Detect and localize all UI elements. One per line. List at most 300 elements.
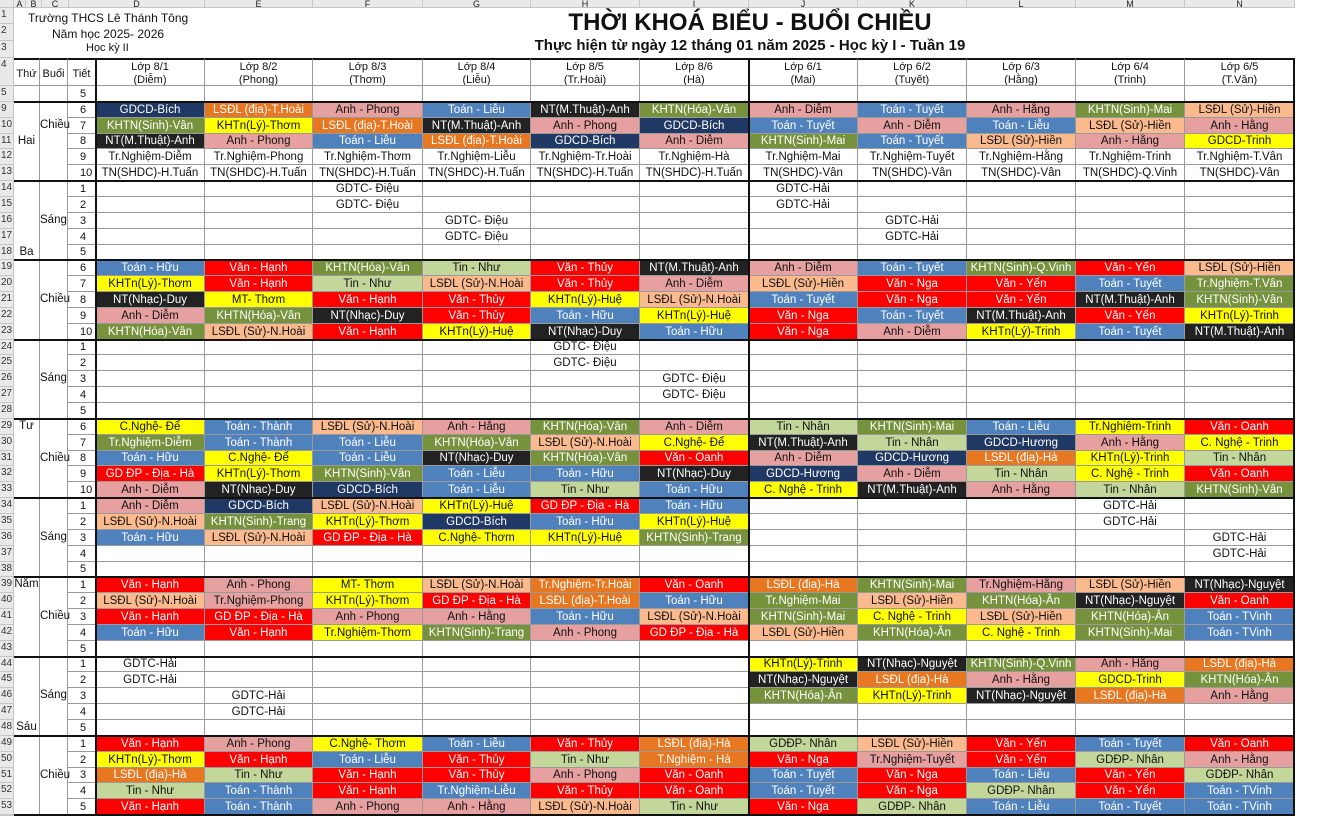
schedule-cell[interactable] bbox=[313, 672, 423, 688]
schedule-cell[interactable]: GDTC-Hải bbox=[96, 672, 205, 688]
schedule-cell[interactable] bbox=[96, 562, 205, 577]
schedule-cell[interactable]: Anh - Phong bbox=[313, 799, 423, 815]
schedule-cell[interactable] bbox=[967, 86, 1076, 102]
schedule-cell[interactable]: Anh - Hằng bbox=[1185, 688, 1295, 704]
schedule-cell[interactable]: LSĐL (địa)-Hà bbox=[96, 768, 205, 783]
schedule-cell[interactable] bbox=[423, 197, 531, 213]
schedule-cell[interactable]: KHTN(Hóa)-Vân bbox=[640, 102, 749, 118]
schedule-cell[interactable] bbox=[423, 546, 531, 562]
schedule-cell[interactable]: Văn - Hạnh bbox=[205, 260, 313, 276]
schedule-cell[interactable]: Anh - Diễm bbox=[858, 324, 967, 340]
schedule-cell[interactable]: Toán - TVinh bbox=[1185, 609, 1295, 625]
schedule-cell[interactable] bbox=[749, 229, 858, 245]
schedule-cell[interactable] bbox=[313, 546, 423, 562]
schedule-cell[interactable] bbox=[858, 562, 967, 577]
schedule-cell[interactable]: Tr.Nghiệm-Mai bbox=[749, 149, 858, 165]
schedule-cell[interactable]: Toán - Liễu bbox=[423, 736, 531, 752]
schedule-cell[interactable] bbox=[640, 213, 749, 229]
schedule-cell[interactable] bbox=[1185, 181, 1295, 197]
schedule-cell[interactable]: Toán - Hữu bbox=[531, 609, 640, 625]
schedule-cell[interactable]: TN(SHDC)-Vân bbox=[967, 165, 1076, 181]
row-number[interactable]: 29 bbox=[0, 419, 14, 435]
schedule-cell[interactable]: Tr.Nghiệm-Tuyết bbox=[858, 752, 967, 768]
schedule-cell[interactable] bbox=[1185, 197, 1295, 213]
schedule-cell[interactable] bbox=[1076, 197, 1185, 213]
column-header-n[interactable]: N bbox=[1185, 0, 1295, 8]
schedule-cell[interactable]: LSĐL (Sử)-Hiền bbox=[967, 134, 1076, 149]
schedule-cell[interactable] bbox=[423, 86, 531, 102]
schedule-cell[interactable] bbox=[1076, 355, 1185, 371]
schedule-cell[interactable]: Anh - Phong bbox=[531, 625, 640, 641]
schedule-cell[interactable]: NT(Nhạc)-Duy bbox=[313, 308, 423, 324]
schedule-cell[interactable]: KHTN(Sinh)-Q.Vinh bbox=[967, 260, 1076, 276]
schedule-cell[interactable]: TN(SHDC)-H.Tuấn bbox=[96, 165, 205, 181]
schedule-cell[interactable]: Toán - Tuyết bbox=[1076, 276, 1185, 292]
schedule-cell[interactable] bbox=[205, 720, 313, 736]
schedule-cell[interactable]: KHTN(Hóa)-Ân bbox=[967, 593, 1076, 609]
schedule-cell[interactable] bbox=[967, 371, 1076, 387]
schedule-cell[interactable]: NT(Nhạc)-Nguyệt bbox=[1076, 593, 1185, 609]
schedule-cell[interactable]: Văn - Oanh bbox=[1185, 736, 1295, 752]
schedule-cell[interactable]: Tr.Nghiệm-Diễm bbox=[96, 435, 205, 451]
schedule-cell[interactable]: Toán - Liễu bbox=[313, 752, 423, 768]
schedule-cell[interactable] bbox=[640, 546, 749, 562]
schedule-cell[interactable]: GDTC-Hải bbox=[858, 213, 967, 229]
schedule-cell[interactable] bbox=[640, 340, 749, 355]
schedule-cell[interactable] bbox=[640, 229, 749, 245]
row-number[interactable]: 32 bbox=[0, 466, 14, 482]
schedule-cell[interactable]: KHTn(Lý)-Thơm bbox=[96, 276, 205, 292]
schedule-cell[interactable]: KHTN(Hóa)-Ân bbox=[1076, 609, 1185, 625]
schedule-cell[interactable] bbox=[1076, 720, 1185, 736]
schedule-cell[interactable]: Toán - Liễu bbox=[313, 435, 423, 451]
schedule-cell[interactable]: Văn - Oanh bbox=[1185, 593, 1295, 609]
row-number[interactable]: 46 bbox=[0, 688, 14, 704]
schedule-cell[interactable] bbox=[1076, 387, 1185, 403]
schedule-cell[interactable]: NT(M.Thuật)-Anh bbox=[423, 118, 531, 134]
schedule-cell[interactable]: GDTC-Hải bbox=[96, 657, 205, 672]
schedule-cell[interactable]: Văn - Nga bbox=[858, 292, 967, 308]
schedule-cell[interactable]: KHTN(Hóa)-Vân bbox=[423, 435, 531, 451]
schedule-cell[interactable]: LSĐL (địa)-T.Hoài bbox=[205, 102, 313, 118]
row-number[interactable]: 30 bbox=[0, 435, 14, 451]
schedule-cell[interactable]: KHTN(Sinh)-Vân bbox=[313, 466, 423, 482]
schedule-cell[interactable]: Văn - Hạnh bbox=[313, 768, 423, 783]
schedule-cell[interactable] bbox=[967, 197, 1076, 213]
schedule-cell[interactable]: GDĐP- Nhân bbox=[1076, 752, 1185, 768]
schedule-cell[interactable] bbox=[205, 181, 313, 197]
schedule-cell[interactable] bbox=[967, 181, 1076, 197]
schedule-cell[interactable]: GDTC- Điệu bbox=[640, 387, 749, 403]
schedule-cell[interactable]: Văn - Yến bbox=[1076, 260, 1185, 276]
schedule-cell[interactable]: Tin - Như bbox=[531, 752, 640, 768]
schedule-cell[interactable] bbox=[1076, 213, 1185, 229]
schedule-cell[interactable] bbox=[313, 371, 423, 387]
schedule-cell[interactable]: KHTn(Lý)-Thơm bbox=[96, 752, 205, 768]
schedule-cell[interactable] bbox=[749, 720, 858, 736]
schedule-cell[interactable]: GDTC- Điệu bbox=[313, 181, 423, 197]
schedule-cell[interactable] bbox=[96, 387, 205, 403]
schedule-cell[interactable] bbox=[640, 86, 749, 102]
schedule-cell[interactable]: GD ĐP - Địa - Hà bbox=[640, 625, 749, 641]
schedule-cell[interactable] bbox=[96, 181, 205, 197]
schedule-cell[interactable] bbox=[640, 672, 749, 688]
schedule-cell[interactable] bbox=[96, 641, 205, 657]
row-number[interactable]: 39 bbox=[0, 577, 14, 593]
schedule-cell[interactable]: Văn - Thủy bbox=[531, 276, 640, 292]
schedule-cell[interactable]: TN(SHDC)-H.Tuấn bbox=[205, 165, 313, 181]
schedule-cell[interactable] bbox=[749, 641, 858, 657]
schedule-cell[interactable]: Tr.Nghiệm-Trinh bbox=[1076, 149, 1185, 165]
schedule-cell[interactable]: NT(M.Thuật)-Anh bbox=[1185, 324, 1295, 340]
schedule-cell[interactable]: Tin - Nhân bbox=[749, 419, 858, 435]
row-number[interactable]: 23 bbox=[0, 324, 14, 340]
schedule-cell[interactable]: Toán - Thành bbox=[205, 435, 313, 451]
schedule-cell[interactable] bbox=[1185, 387, 1295, 403]
schedule-cell[interactable]: NT(Nhạc)-Nguyệt bbox=[749, 672, 858, 688]
schedule-cell[interactable]: GDCD-Bích bbox=[313, 482, 423, 498]
schedule-cell[interactable]: C. Nghệ - Trinh bbox=[1185, 435, 1295, 451]
schedule-cell[interactable]: Toán - Liễu bbox=[423, 466, 531, 482]
schedule-cell[interactable]: Anh - Diễm bbox=[749, 260, 858, 276]
schedule-cell[interactable] bbox=[423, 657, 531, 672]
schedule-cell[interactable] bbox=[313, 355, 423, 371]
schedule-cell[interactable]: Toán - TVinh bbox=[1185, 799, 1295, 815]
schedule-cell[interactable] bbox=[423, 181, 531, 197]
schedule-cell[interactable]: C.Nghệ- Thơm bbox=[313, 736, 423, 752]
schedule-cell[interactable] bbox=[1185, 213, 1295, 229]
schedule-cell[interactable]: KHTN(Sinh)-Vân bbox=[96, 118, 205, 134]
schedule-cell[interactable] bbox=[749, 371, 858, 387]
schedule-cell[interactable]: C. Nghệ - Trinh bbox=[749, 482, 858, 498]
schedule-cell[interactable]: LSĐL (Sử)-Hiền bbox=[967, 609, 1076, 625]
schedule-cell[interactable] bbox=[1185, 704, 1295, 720]
schedule-cell[interactable]: Văn - Thủy bbox=[531, 783, 640, 799]
column-header-m[interactable]: M bbox=[1076, 0, 1185, 8]
schedule-cell[interactable] bbox=[531, 371, 640, 387]
schedule-cell[interactable] bbox=[313, 340, 423, 355]
schedule-cell[interactable]: Toán - Tuyết bbox=[858, 308, 967, 324]
schedule-cell[interactable]: Tin - Như bbox=[640, 799, 749, 815]
schedule-cell[interactable]: LSĐL (Sử)-Hiền bbox=[858, 736, 967, 752]
schedule-cell[interactable]: KHTN(Hóa)-Vân bbox=[313, 260, 423, 276]
schedule-cell[interactable]: Tr.Nghiệm-Hằng bbox=[967, 149, 1076, 165]
schedule-cell[interactable] bbox=[858, 720, 967, 736]
schedule-cell[interactable] bbox=[967, 387, 1076, 403]
schedule-cell[interactable]: Toán - Tuyết bbox=[858, 102, 967, 118]
schedule-cell[interactable]: GDTC-Hải bbox=[858, 229, 967, 245]
schedule-cell[interactable] bbox=[967, 213, 1076, 229]
schedule-cell[interactable] bbox=[858, 340, 967, 355]
schedule-cell[interactable]: Văn - Nga bbox=[749, 752, 858, 768]
schedule-cell[interactable] bbox=[205, 340, 313, 355]
schedule-cell[interactable] bbox=[205, 213, 313, 229]
row-number[interactable]: 20 bbox=[0, 276, 14, 292]
schedule-cell[interactable]: Toán - Hữu bbox=[531, 466, 640, 482]
schedule-cell[interactable] bbox=[749, 704, 858, 720]
schedule-cell[interactable]: C.Nghệ- Thơm bbox=[423, 530, 531, 546]
schedule-cell[interactable] bbox=[313, 704, 423, 720]
schedule-cell[interactable]: KHTN(Sinh)-Trang bbox=[205, 514, 313, 530]
schedule-cell[interactable]: C. Nghệ - Trinh bbox=[967, 625, 1076, 641]
schedule-cell[interactable]: GDTC-Hải bbox=[205, 688, 313, 704]
schedule-cell[interactable]: Văn - Oanh bbox=[640, 783, 749, 799]
schedule-cell[interactable]: GDCD-Hương bbox=[858, 451, 967, 466]
schedule-cell[interactable]: LSĐL (Sử)-Hiền bbox=[749, 625, 858, 641]
schedule-cell[interactable]: Tr.Nghiệm-Liễu bbox=[423, 783, 531, 799]
schedule-cell[interactable]: Văn - Hạnh bbox=[205, 625, 313, 641]
schedule-cell[interactable] bbox=[858, 704, 967, 720]
schedule-cell[interactable] bbox=[423, 562, 531, 577]
row-number[interactable]: 26 bbox=[0, 371, 14, 387]
schedule-cell[interactable] bbox=[640, 355, 749, 371]
schedule-cell[interactable]: GDCD-Trinh bbox=[1185, 134, 1295, 149]
schedule-cell[interactable] bbox=[531, 387, 640, 403]
schedule-cell[interactable]: GDTC-Hải bbox=[1185, 530, 1295, 546]
schedule-cell[interactable] bbox=[749, 498, 858, 514]
schedule-cell[interactable]: Tr.Nghiệm-Tuyết bbox=[858, 149, 967, 165]
schedule-cell[interactable]: Văn - Yến bbox=[967, 292, 1076, 308]
schedule-cell[interactable]: Tr.Nghiệm-Hà bbox=[640, 149, 749, 165]
schedule-cell[interactable] bbox=[749, 86, 858, 102]
schedule-cell[interactable]: Tr.Nghiệm-Liễu bbox=[423, 149, 531, 165]
schedule-cell[interactable] bbox=[531, 657, 640, 672]
schedule-cell[interactable] bbox=[749, 514, 858, 530]
schedule-cell[interactable]: Văn - Hạnh bbox=[96, 799, 205, 815]
schedule-cell[interactable] bbox=[967, 546, 1076, 562]
schedule-cell[interactable] bbox=[967, 720, 1076, 736]
schedule-cell[interactable]: LSĐL (Sử)-Hiền bbox=[1076, 118, 1185, 134]
schedule-cell[interactable]: Anh - Hằng bbox=[1076, 134, 1185, 149]
schedule-cell[interactable]: LSĐL (Sử)-N.Hoài bbox=[96, 514, 205, 530]
schedule-cell[interactable] bbox=[1185, 641, 1295, 657]
schedule-cell[interactable]: NT(M.Thuật)-Anh bbox=[967, 308, 1076, 324]
column-header-a[interactable]: A bbox=[14, 0, 26, 8]
schedule-cell[interactable] bbox=[313, 245, 423, 260]
schedule-cell[interactable]: KHTN(Hóa)-Vân bbox=[531, 451, 640, 466]
schedule-cell[interactable] bbox=[313, 403, 423, 419]
schedule-cell[interactable] bbox=[1076, 340, 1185, 355]
schedule-cell[interactable] bbox=[423, 245, 531, 260]
schedule-cell[interactable]: Toán - Hữu bbox=[96, 530, 205, 546]
schedule-cell[interactable]: NT(M.Thuật)-Anh bbox=[749, 435, 858, 451]
schedule-cell[interactable]: Toán - Hữu bbox=[640, 324, 749, 340]
schedule-cell[interactable]: LSĐL (Sử)-N.Hoài bbox=[640, 609, 749, 625]
row-number[interactable]: 21 bbox=[0, 292, 14, 308]
schedule-cell[interactable] bbox=[531, 720, 640, 736]
select-all-corner[interactable] bbox=[0, 0, 14, 8]
schedule-cell[interactable]: Văn - Oanh bbox=[1185, 419, 1295, 435]
row-number[interactable]: 22 bbox=[0, 308, 14, 324]
schedule-cell[interactable] bbox=[1076, 86, 1185, 102]
schedule-cell[interactable]: TN(SHDC)-Vân bbox=[1185, 165, 1295, 181]
schedule-cell[interactable]: Toán - Tuyết bbox=[749, 783, 858, 799]
schedule-cell[interactable]: LSĐL (địa)-Hà bbox=[640, 736, 749, 752]
schedule-cell[interactable] bbox=[967, 229, 1076, 245]
schedule-cell[interactable]: GDTC- Điệu bbox=[640, 371, 749, 387]
schedule-cell[interactable]: NT(Nhạc)-Duy bbox=[205, 482, 313, 498]
schedule-cell[interactable]: Văn - Thủy bbox=[423, 308, 531, 324]
row-number[interactable]: 14 bbox=[0, 181, 14, 197]
schedule-cell[interactable]: Toán - Hữu bbox=[96, 625, 205, 641]
row-number[interactable]: 43 bbox=[0, 641, 14, 657]
schedule-cell[interactable]: GDTC- Điệu bbox=[313, 197, 423, 213]
schedule-cell[interactable]: Toán - Liễu bbox=[423, 482, 531, 498]
schedule-cell[interactable]: LSĐL (Sử)-N.Hoài bbox=[205, 324, 313, 340]
column-header-i[interactable]: I bbox=[640, 0, 749, 8]
schedule-cell[interactable]: Văn - Nga bbox=[749, 799, 858, 815]
schedule-cell[interactable]: Văn - Oanh bbox=[1185, 466, 1295, 482]
schedule-cell[interactable] bbox=[423, 387, 531, 403]
schedule-cell[interactable]: TN(SHDC)-H.Tuấn bbox=[423, 165, 531, 181]
schedule-cell[interactable] bbox=[313, 213, 423, 229]
schedule-cell[interactable]: GDĐP- Nhân bbox=[858, 799, 967, 815]
schedule-cell[interactable] bbox=[1185, 340, 1295, 355]
schedule-cell[interactable]: Văn - Yến bbox=[1076, 783, 1185, 799]
schedule-cell[interactable] bbox=[423, 688, 531, 704]
column-header-k[interactable]: K bbox=[858, 0, 967, 8]
schedule-cell[interactable]: Tr.Nghiệm-T.Vân bbox=[1185, 149, 1295, 165]
schedule-cell[interactable]: Toán - Tuyết bbox=[749, 768, 858, 783]
row-number[interactable]: 28 bbox=[0, 403, 14, 419]
schedule-cell[interactable] bbox=[423, 371, 531, 387]
schedule-cell[interactable]: Toán - Tuyết bbox=[749, 292, 858, 308]
schedule-cell[interactable]: Toán - Hữu bbox=[96, 451, 205, 466]
schedule-cell[interactable] bbox=[1076, 530, 1185, 546]
schedule-cell[interactable]: KHTn(Lý)-Huệ bbox=[531, 292, 640, 308]
schedule-cell[interactable]: Toán - Hữu bbox=[531, 308, 640, 324]
schedule-cell[interactable]: Anh - Hằng bbox=[1076, 657, 1185, 672]
schedule-cell[interactable] bbox=[858, 245, 967, 260]
schedule-cell[interactable]: Toán - Liễu bbox=[967, 118, 1076, 134]
schedule-cell[interactable] bbox=[96, 688, 205, 704]
column-header-h[interactable]: H bbox=[531, 0, 640, 8]
schedule-cell[interactable]: Toán - Tuyết bbox=[1076, 736, 1185, 752]
schedule-cell[interactable]: GDTC-Hải bbox=[749, 181, 858, 197]
schedule-cell[interactable]: LSĐL (địa)-T.Hoài bbox=[313, 118, 423, 134]
schedule-cell[interactable]: KHTn(Lý)-Thơm bbox=[313, 593, 423, 609]
schedule-cell[interactable] bbox=[858, 387, 967, 403]
schedule-cell[interactable]: Anh - Hằng bbox=[1185, 118, 1295, 134]
schedule-cell[interactable] bbox=[205, 562, 313, 577]
schedule-cell[interactable]: LSĐL (địa)-Hà bbox=[858, 672, 967, 688]
schedule-cell[interactable]: Tin - Nhân bbox=[1076, 482, 1185, 498]
schedule-cell[interactable]: KHTn(Lý)-Huệ bbox=[640, 514, 749, 530]
schedule-cell[interactable] bbox=[1076, 546, 1185, 562]
schedule-cell[interactable]: Anh - Phong bbox=[313, 609, 423, 625]
schedule-cell[interactable]: KHTN(Hóa)-Ân bbox=[749, 688, 858, 704]
schedule-cell[interactable]: Văn - Yến bbox=[967, 752, 1076, 768]
column-header-l[interactable]: L bbox=[967, 0, 1076, 8]
schedule-cell[interactable]: Tin - Như bbox=[205, 768, 313, 783]
schedule-cell[interactable]: LSĐL (địa)-T.Hoài bbox=[531, 593, 640, 609]
schedule-cell[interactable]: KHTn(Lý)-Thơm bbox=[313, 514, 423, 530]
schedule-cell[interactable] bbox=[1076, 403, 1185, 419]
schedule-cell[interactable]: TN(SHDC)-Vân bbox=[858, 165, 967, 181]
schedule-cell[interactable]: LSĐL (Sử)-N.Hoài bbox=[423, 276, 531, 292]
schedule-cell[interactable]: Văn - Thủy bbox=[423, 768, 531, 783]
row-number[interactable]: 36 bbox=[0, 530, 14, 546]
column-header-c[interactable]: C bbox=[42, 0, 69, 8]
schedule-cell[interactable]: Tr.Nghiệm-Thơm bbox=[313, 149, 423, 165]
schedule-cell[interactable]: Văn - Oanh bbox=[640, 577, 749, 593]
schedule-cell[interactable]: T.Nghiệm - Hà bbox=[640, 752, 749, 768]
schedule-cell[interactable]: KHTn(Lý)-Huệ bbox=[423, 324, 531, 340]
column-header-e[interactable]: E bbox=[205, 0, 313, 8]
schedule-cell[interactable] bbox=[205, 245, 313, 260]
column-header-g[interactable]: G bbox=[423, 0, 531, 8]
schedule-cell[interactable]: Văn - Hạnh bbox=[313, 324, 423, 340]
schedule-cell[interactable]: Toán - Hữu bbox=[640, 498, 749, 514]
schedule-cell[interactable] bbox=[205, 229, 313, 245]
schedule-cell[interactable] bbox=[749, 530, 858, 546]
schedule-cell[interactable]: NT(Nhạc)-Nguyệt bbox=[1185, 577, 1295, 593]
schedule-cell[interactable] bbox=[749, 213, 858, 229]
schedule-cell[interactable]: KHTN(Sinh)-Trang bbox=[423, 625, 531, 641]
schedule-cell[interactable] bbox=[1185, 245, 1295, 260]
schedule-cell[interactable] bbox=[531, 672, 640, 688]
schedule-cell[interactable]: GDCD-Hương bbox=[749, 466, 858, 482]
schedule-cell[interactable]: GDTC- Điệu bbox=[423, 213, 531, 229]
schedule-cell[interactable]: Toán - Liễu bbox=[313, 134, 423, 149]
row-number[interactable]: 35 bbox=[0, 514, 14, 530]
schedule-cell[interactable]: KHTn(Lý)-Huệ bbox=[423, 498, 531, 514]
schedule-cell[interactable]: Văn - Oanh bbox=[640, 451, 749, 466]
schedule-cell[interactable] bbox=[858, 197, 967, 213]
schedule-cell[interactable]: Anh - Hằng bbox=[967, 672, 1076, 688]
schedule-cell[interactable]: C. Nghệ - Trinh bbox=[1076, 466, 1185, 482]
schedule-cell[interactable]: KHTn(Lý)-Thơm bbox=[205, 466, 313, 482]
row-number[interactable]: 42 bbox=[0, 625, 14, 641]
schedule-cell[interactable] bbox=[531, 181, 640, 197]
schedule-cell[interactable] bbox=[640, 720, 749, 736]
schedule-cell[interactable]: NT(Nhạc)-Duy bbox=[423, 451, 531, 466]
row-number[interactable]: 9 bbox=[0, 102, 14, 118]
schedule-cell[interactable]: GDCD-Bích bbox=[640, 118, 749, 134]
schedule-cell[interactable] bbox=[640, 688, 749, 704]
schedule-cell[interactable] bbox=[1076, 245, 1185, 260]
schedule-cell[interactable]: Toán - TVinh bbox=[1185, 783, 1295, 799]
row-number[interactable]: 17 bbox=[0, 229, 14, 245]
schedule-cell[interactable] bbox=[96, 86, 205, 102]
schedule-cell[interactable] bbox=[313, 641, 423, 657]
schedule-cell[interactable] bbox=[640, 704, 749, 720]
schedule-cell[interactable] bbox=[640, 403, 749, 419]
schedule-cell[interactable]: KHTN(Hóa)-Ân bbox=[1185, 672, 1295, 688]
schedule-cell[interactable]: Anh - Diễm bbox=[640, 134, 749, 149]
schedule-cell[interactable]: Toán - Tuyết bbox=[1076, 324, 1185, 340]
schedule-cell[interactable]: KHTN(Hóa)-Vân bbox=[531, 419, 640, 435]
schedule-cell[interactable] bbox=[967, 530, 1076, 546]
schedule-cell[interactable]: GDTC-Hải bbox=[1076, 498, 1185, 514]
row-number[interactable]: 24 bbox=[0, 340, 14, 355]
schedule-cell[interactable]: MT- Thơm bbox=[205, 292, 313, 308]
schedule-cell[interactable] bbox=[967, 514, 1076, 530]
schedule-cell[interactable]: Toán - Hữu bbox=[640, 482, 749, 498]
schedule-cell[interactable] bbox=[749, 562, 858, 577]
schedule-cell[interactable]: Văn - Nga bbox=[749, 324, 858, 340]
schedule-cell[interactable] bbox=[96, 546, 205, 562]
schedule-cell[interactable] bbox=[967, 245, 1076, 260]
schedule-cell[interactable]: Toán - Liễu bbox=[967, 768, 1076, 783]
schedule-cell[interactable] bbox=[640, 641, 749, 657]
schedule-cell[interactable]: Tin - Nhân bbox=[967, 466, 1076, 482]
schedule-cell[interactable]: Toán - Thành bbox=[205, 419, 313, 435]
schedule-cell[interactable]: Toán - Tuyết bbox=[749, 118, 858, 134]
schedule-cell[interactable]: Tr.Nghiệm-Tr.Hoài bbox=[531, 577, 640, 593]
schedule-cell[interactable]: Anh - Phong bbox=[205, 577, 313, 593]
schedule-cell[interactable]: KHTN(Sinh)-Trang bbox=[640, 530, 749, 546]
